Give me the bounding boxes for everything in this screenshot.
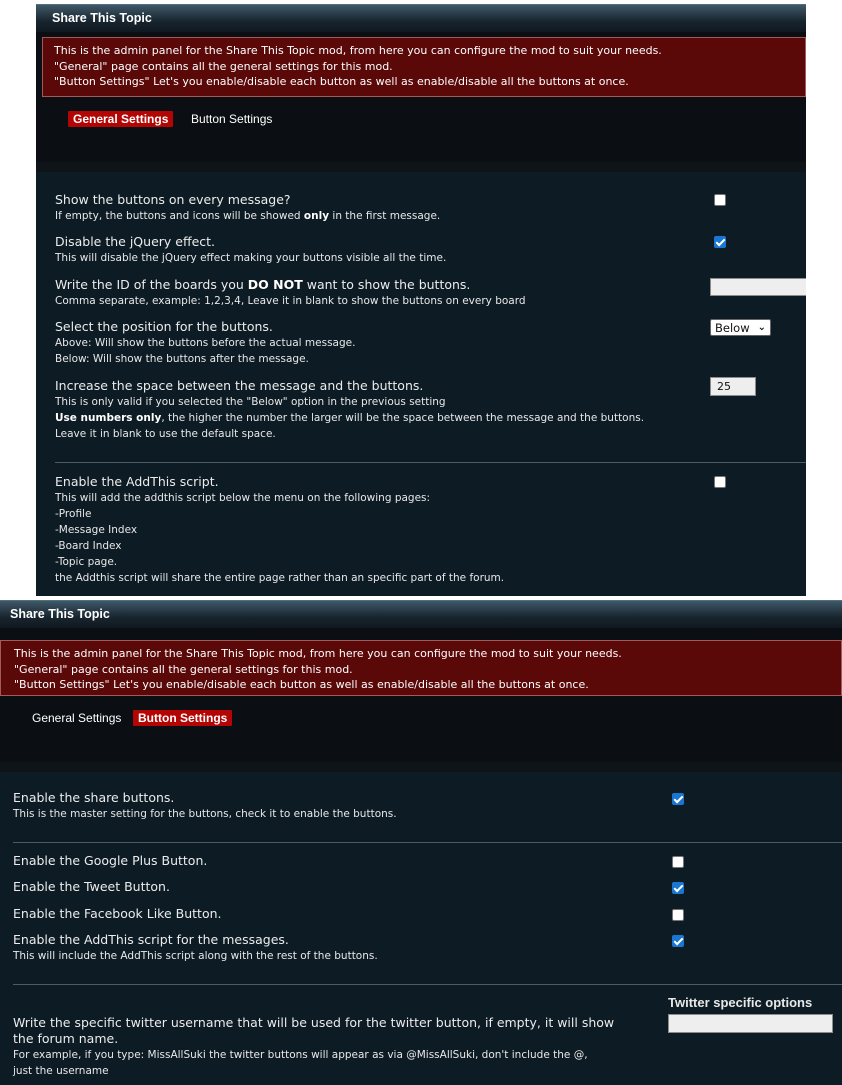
jquery-checkbox[interactable] xyxy=(714,236,726,248)
setting-tweet xyxy=(13,879,170,895)
setting-desc: This is the master setting for the buttons, check it to enable the buttons. xyxy=(13,808,397,820)
tab-general-settings[interactable]: General Settings xyxy=(32,711,122,725)
setting-title: Write the specific twitter username that will be used for the twitter button, if empty, it will show xyxy=(13,1015,615,1030)
setting-desc: just the username xyxy=(13,1065,109,1077)
every-message-checkbox[interactable] xyxy=(714,194,726,206)
info-box xyxy=(42,37,806,97)
setting-title: Select the position for the buttons. xyxy=(55,319,273,334)
setting-every-message xyxy=(55,192,440,224)
setting-desc: -Message Index xyxy=(55,524,138,536)
setting-title: Enable the AddThis script. xyxy=(55,474,219,489)
setting-title: Enable the AddThis script for the messages. xyxy=(13,932,289,947)
general-settings-panel xyxy=(36,4,806,596)
divider xyxy=(13,984,842,985)
setting-addthis-messages xyxy=(13,932,378,964)
twitter-username-input[interactable] xyxy=(668,1014,833,1033)
tab-general-settings[interactable]: General Settings xyxy=(68,111,173,127)
info-box xyxy=(0,640,842,696)
setting-desc: Use numbers only, the higher the number the larger will be the space between the message and the buttons. xyxy=(55,412,645,424)
info-line: "General" page contains all the general settings for this mod. xyxy=(14,662,353,676)
chevron-down-icon: ⌄ xyxy=(757,322,766,333)
button-settings-panel xyxy=(0,600,842,1085)
setting-position xyxy=(55,319,355,367)
setting-desc: -Board Index xyxy=(55,540,122,552)
space-input[interactable]: 25 xyxy=(710,377,756,396)
panel-title: Share This Topic xyxy=(52,11,152,25)
setting-title: the forum name. xyxy=(13,1031,119,1046)
tab-separator xyxy=(0,762,842,772)
divider xyxy=(13,842,842,843)
google-plus-checkbox[interactable] xyxy=(672,856,684,868)
master-checkbox[interactable] xyxy=(672,793,684,805)
setting-facebook xyxy=(13,906,221,922)
setting-boards xyxy=(55,277,526,309)
setting-desc: This will disable the jQuery effect making your buttons visible all the time. xyxy=(55,252,447,264)
setting-addthis xyxy=(55,474,504,586)
setting-desc: Leave it in blank to use the default space. xyxy=(55,428,276,440)
setting-jquery xyxy=(55,234,446,266)
panel-title-bar xyxy=(0,600,842,628)
divider xyxy=(55,462,806,463)
setting-space xyxy=(55,378,644,442)
info-line: This is the admin panel for the Share This Topic mod, from here you can configure the mod to suit your needs. xyxy=(14,647,622,660)
tab-button-settings[interactable]: Button Settings xyxy=(191,112,273,126)
setting-desc: -Profile xyxy=(55,508,92,520)
setting-desc: For example, if you type: MissAllSuki the twitter buttons will appear as via @MissAllSuki, don't include the @, xyxy=(13,1049,588,1061)
setting-title: Write the ID of the boards you DO NOT want to show the buttons. xyxy=(55,277,471,292)
panel-title: Share This Topic xyxy=(10,607,110,621)
setting-title: Enable the Tweet Button. xyxy=(13,879,170,894)
panel-title-bar xyxy=(36,4,806,32)
setting-title: Enable the Facebook Like Button. xyxy=(13,906,222,921)
setting-title: Show the buttons on every message? xyxy=(55,192,291,207)
setting-desc: Comma separate, example: 1,2,3,4, Leave it in blank to show the buttons on every board xyxy=(55,295,526,307)
setting-desc: This will add the addthis script below the menu on the following pages: xyxy=(55,492,431,504)
setting-twitter-username xyxy=(13,1015,614,1079)
twitter-options-heading: Twitter specific options xyxy=(668,995,813,1010)
setting-title: Disable the jQuery effect. xyxy=(55,234,216,249)
boards-input[interactable] xyxy=(710,278,806,296)
setting-google-plus xyxy=(13,853,207,869)
info-line: "Button Settings" Let's you enable/disable each button as well as enable/disable all the buttons at once. xyxy=(54,75,629,88)
setting-desc: Above: Will show the buttons before the actual message. xyxy=(55,337,356,349)
info-line: "General" page contains all the general settings for this mod. xyxy=(54,59,393,73)
setting-desc: Below: Will show the buttons after the message. xyxy=(55,353,309,365)
setting-desc: This will include the AddThis script along with the rest of the buttons. xyxy=(13,950,378,962)
facebook-checkbox[interactable] xyxy=(672,909,684,921)
setting-desc: -Topic page. xyxy=(55,556,118,568)
setting-title: Enable the Google Plus Button. xyxy=(13,853,208,868)
tweet-checkbox[interactable] xyxy=(672,882,684,894)
select-value: Below xyxy=(715,321,750,335)
setting-title: Enable the share buttons. xyxy=(13,790,175,805)
setting-title: Increase the space between the message and the buttons. xyxy=(55,378,424,393)
setting-desc: This is only valid if you selected the "Below" option in the previous setting xyxy=(55,396,446,408)
info-line: This is the admin panel for the Share This Topic mod, from here you can configure the mod to suit your needs. xyxy=(54,44,662,57)
tab-separator xyxy=(36,162,806,172)
tab-button-settings[interactable]: Button Settings xyxy=(133,710,232,726)
addthis-messages-checkbox[interactable] xyxy=(672,935,684,947)
addthis-checkbox[interactable] xyxy=(714,476,726,488)
position-select[interactable] xyxy=(710,319,771,336)
setting-master xyxy=(13,790,397,822)
setting-desc: If empty, the buttons and icons will be showed only in the first message. xyxy=(55,210,441,222)
info-line: "Button Settings" Let's you enable/disable each button as well as enable/disable all the buttons at once. xyxy=(14,678,589,691)
setting-desc: the Addthis script will share the entire page rather than an specific part of the forum. xyxy=(55,572,505,584)
